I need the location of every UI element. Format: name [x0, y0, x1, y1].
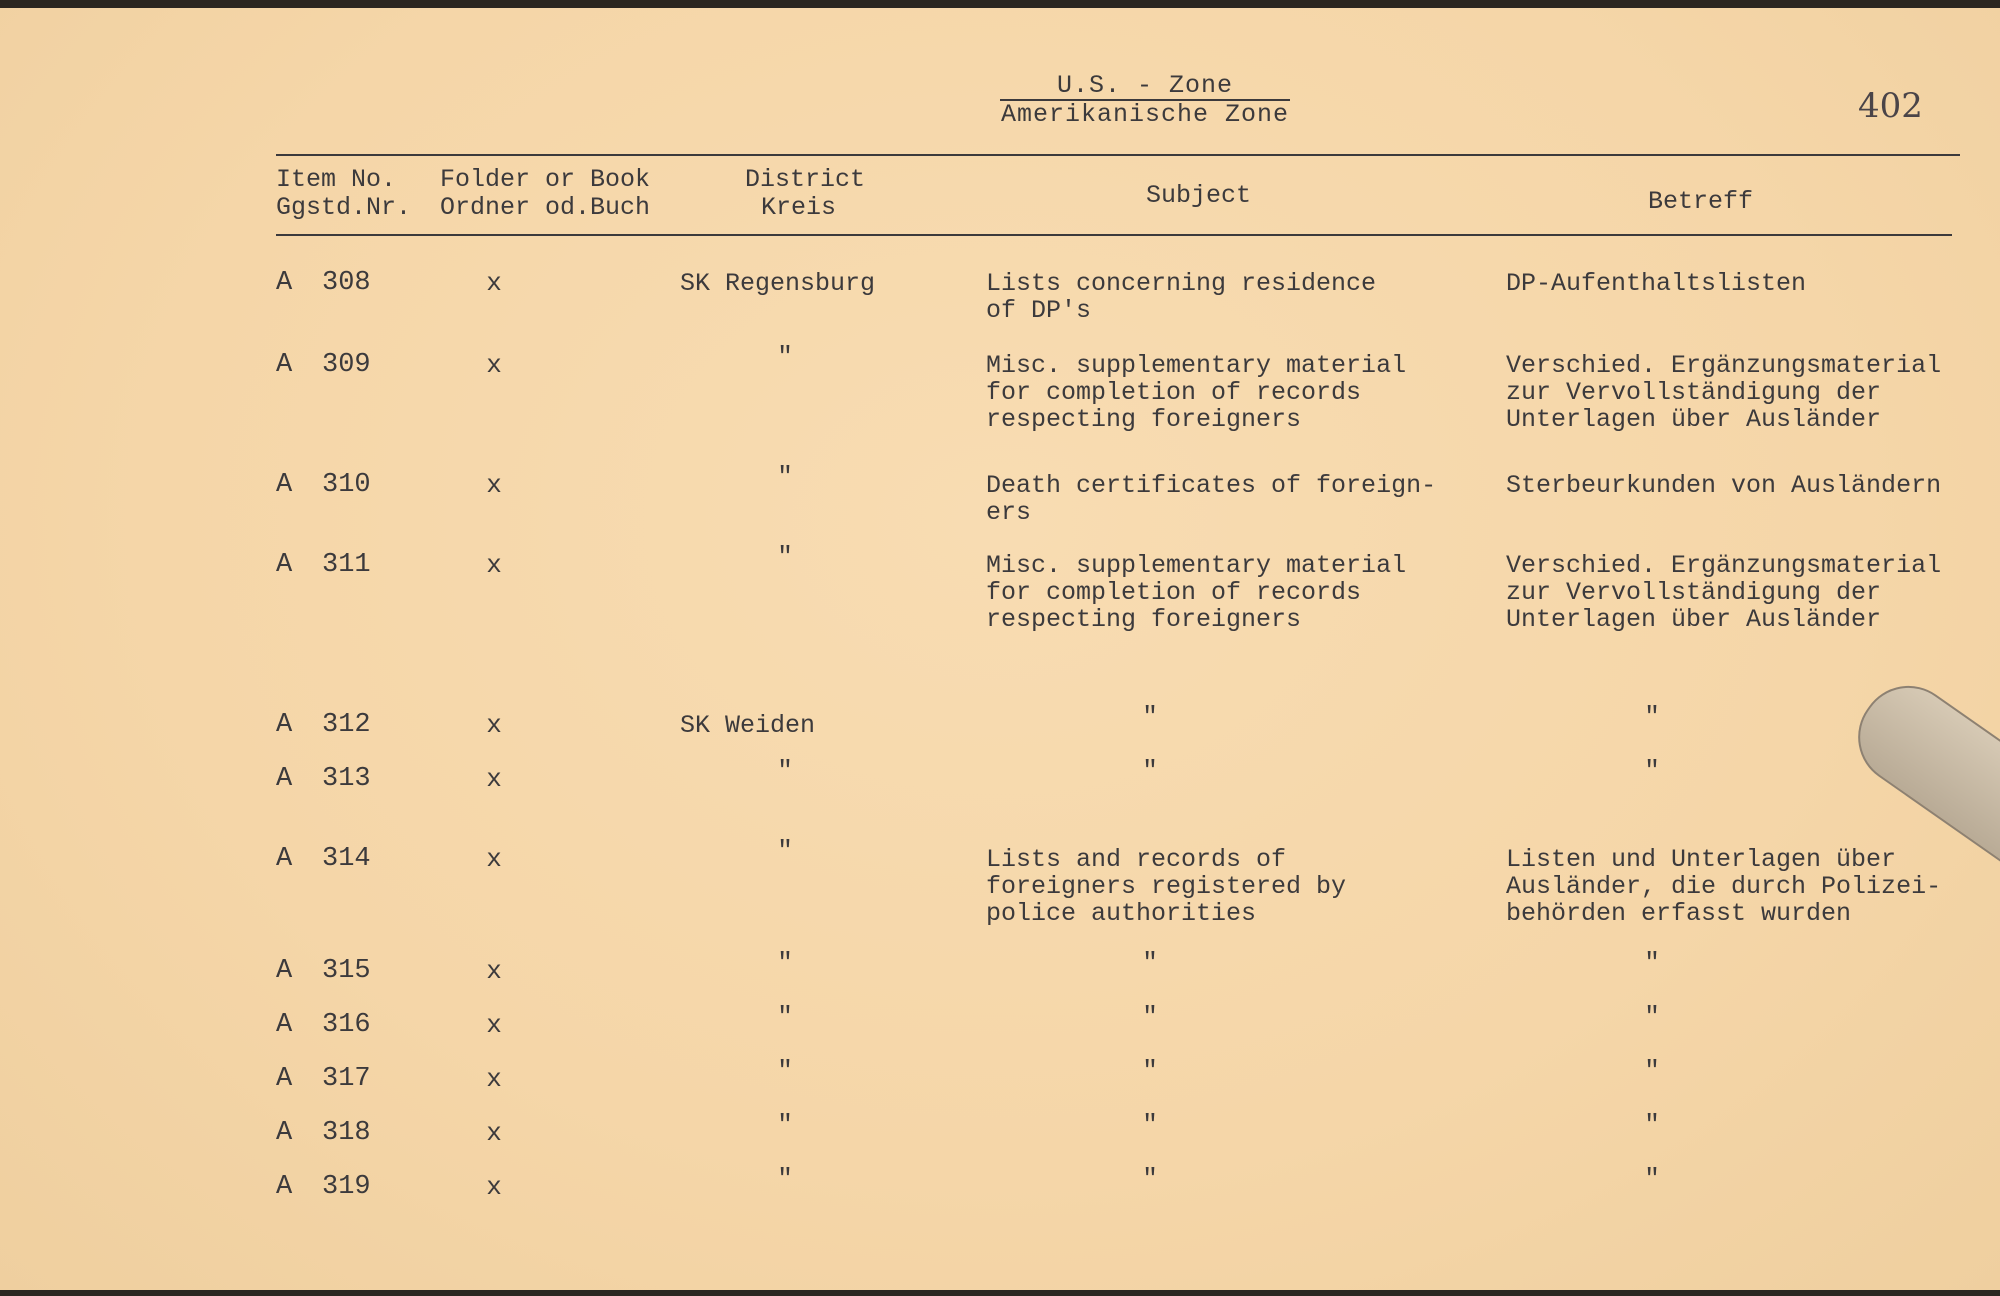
col-header-folder: Folder or Book Ordner od.Buch	[440, 165, 651, 222]
row-subject-ditto: "	[1142, 756, 1158, 786]
zone-heading-de: Amerikanische Zone	[1000, 100, 1290, 129]
row-district-ditto: "	[777, 756, 793, 786]
row-subject-ditto: "	[1142, 702, 1158, 732]
row-district-ditto: "	[777, 1110, 793, 1140]
row-item-prefix: A	[276, 764, 293, 794]
row-district-ditto: "	[777, 1056, 793, 1086]
row-district-ditto: "	[777, 542, 793, 572]
page-number: 402	[1858, 86, 1923, 126]
row-item-number: 308	[322, 268, 371, 298]
row-subject: Lists concerning residence of DP's	[986, 269, 1377, 325]
row-district-ditto: "	[777, 948, 793, 978]
row-betreff-ditto: "	[1644, 948, 1660, 978]
row-folder-mark: x	[486, 1064, 502, 1094]
zone-heading-en: U.S. - Zone	[1056, 71, 1234, 100]
document-page	[0, 8, 2000, 1290]
col-header-betreff: Betreff	[1648, 187, 1754, 216]
row-subject: Death certificates of foreign- ers	[986, 471, 1437, 527]
row-item-number: 319	[322, 1172, 371, 1202]
row-item-number: 311	[322, 550, 371, 580]
row-district-ditto: "	[777, 1002, 793, 1032]
row-folder-mark: x	[486, 1172, 502, 1202]
row-betreff: Verschied. Ergänzungsmaterial zur Vervollständigung der Unterlagen über Ausländer	[1506, 351, 1942, 434]
row-folder-mark: x	[486, 470, 502, 500]
row-subject-ditto: "	[1142, 948, 1158, 978]
row-betreff: Verschied. Ergänzungsmaterial zur Vervollständigung der Unterlagen über Ausländer	[1506, 551, 1942, 634]
row-item-prefix: A	[276, 268, 293, 298]
row-item-prefix: A	[276, 710, 293, 740]
row-item-prefix: A	[276, 550, 293, 580]
row-item-number: 310	[322, 470, 371, 500]
header-bottom-rule	[276, 234, 1952, 236]
row-subject: Lists and records of foreigners registered by police authorities	[986, 845, 1347, 928]
col-header-district: District Kreis	[745, 165, 866, 222]
col-header-item: Item No. Ggstd.Nr.	[276, 165, 412, 222]
row-item-prefix: A	[276, 350, 293, 380]
row-item-prefix: A	[276, 1010, 293, 1040]
row-betreff: DP-Aufenthaltslisten	[1506, 269, 1807, 298]
row-district-ditto: "	[777, 462, 793, 492]
row-betreff: Listen und Unterlagen über Ausländer, die durch Polizei- behörden erfasst wurden	[1506, 845, 1942, 928]
row-subject-ditto: "	[1142, 1110, 1158, 1140]
row-district: SK Regensburg	[680, 269, 876, 298]
row-betreff-ditto: "	[1644, 756, 1660, 786]
row-folder-mark: x	[486, 844, 502, 874]
row-item-prefix: A	[276, 1172, 293, 1202]
row-folder-mark: x	[486, 956, 502, 986]
row-betreff-ditto: "	[1644, 702, 1660, 732]
row-item-prefix: A	[276, 844, 293, 874]
row-folder-mark: x	[486, 710, 502, 740]
row-item-number: 318	[322, 1118, 371, 1148]
row-item-prefix: A	[276, 470, 293, 500]
row-item-number: 309	[322, 350, 371, 380]
row-subject-ditto: "	[1142, 1056, 1158, 1086]
row-subject-ditto: "	[1142, 1164, 1158, 1194]
row-folder-mark: x	[486, 1118, 502, 1148]
row-subject-ditto: "	[1142, 1002, 1158, 1032]
row-betreff-ditto: "	[1644, 1164, 1660, 1194]
row-item-number: 312	[322, 710, 371, 740]
row-item-prefix: A	[276, 1064, 293, 1094]
row-item-prefix: A	[276, 1118, 293, 1148]
row-item-number: 313	[322, 764, 371, 794]
row-betreff-ditto: "	[1644, 1002, 1660, 1032]
col-header-subject: Subject	[1146, 181, 1252, 210]
row-betreff-ditto: "	[1644, 1110, 1660, 1140]
row-district: SK Weiden	[680, 711, 816, 740]
header-top-rule	[276, 154, 1960, 156]
row-folder-mark: x	[486, 550, 502, 580]
row-folder-mark: x	[486, 268, 502, 298]
row-betreff-ditto: "	[1644, 1056, 1660, 1086]
row-district-ditto: "	[777, 1164, 793, 1194]
row-item-number: 314	[322, 844, 371, 874]
row-folder-mark: x	[486, 764, 502, 794]
row-betreff: Sterbeurkunden von Ausländern	[1506, 471, 1942, 500]
row-folder-mark: x	[486, 1010, 502, 1040]
row-item-number: 315	[322, 956, 371, 986]
zone-heading	[1000, 72, 1290, 128]
row-item-prefix: A	[276, 956, 293, 986]
row-district-ditto: "	[777, 836, 793, 866]
row-item-number: 316	[322, 1010, 371, 1040]
row-district-ditto: "	[777, 342, 793, 372]
row-subject: Misc. supplementary material for completion of records respecting foreigners	[986, 351, 1407, 434]
row-folder-mark: x	[486, 350, 502, 380]
row-subject: Misc. supplementary material for completion of records respecting foreigners	[986, 551, 1407, 634]
row-item-number: 317	[322, 1064, 371, 1094]
